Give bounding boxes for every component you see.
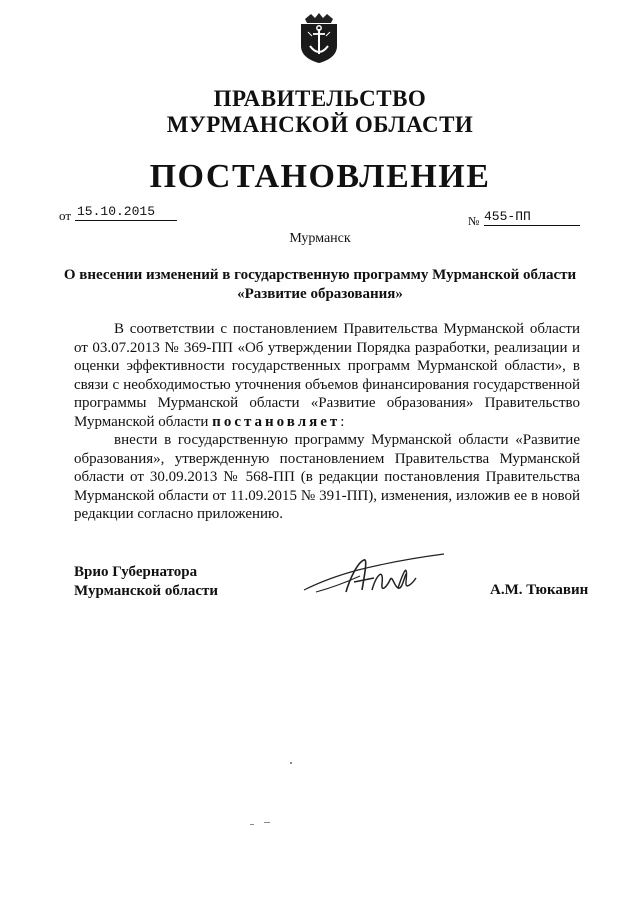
scan-speck [290, 762, 292, 764]
paragraph1-text: В соответствии с постановлением Правительства Мурманской области от 03.07.2013 № 369-ПП «Об утверждении Порядка разработки, реализации и оценки эффективности государственных программ Мурманской области», в связи с необходимостью уточнения объемов финансирования государственной программы Мурманской области «Развитие образования» Правительство Мурманской области [74, 321, 580, 430]
document-type-title: ПОСТАНОВЛЕНИЕ [149, 158, 491, 195]
government-title-line2: МУРМАНСКОЙ ОБЛАСТИ [166, 112, 474, 137]
document-date: 15.10.2015 [75, 203, 177, 221]
document-body [74, 320, 580, 524]
resolves-colon: : [340, 413, 345, 430]
scan-speck [250, 824, 254, 825]
signer-title-line1: Врио Губернатора [74, 564, 198, 580]
scan-speck [264, 822, 270, 823]
city-name: Мурманск [289, 231, 351, 246]
date-prefix: от [59, 208, 72, 223]
coat-of-arms-icon [297, 12, 341, 64]
subject-line2: «Развитие образования» [237, 286, 403, 302]
document-subject [60, 266, 580, 304]
government-title-line1: ПРАВИТЕЛЬСТВО [213, 86, 427, 111]
handwritten-signature-icon [298, 548, 448, 604]
signer-title-line2: Мурманской области [74, 583, 219, 599]
resolves-word: постановляет [212, 413, 341, 430]
signer-title [74, 563, 218, 601]
subject-line1: О внесении изменений в государственную программу Мурманской области [63, 267, 577, 283]
document-number: 455-ПП [484, 208, 580, 226]
number-prefix: № [468, 214, 480, 228]
body-paragraph-2: внести в государственную программу Мурманской области «Развитие образования», утвержденную постановлением Правительства Мурманской области от 30.09.2013 № 568-ПП (в редакции постановления Правительства Мурманской области от 11.09.2015 № 391-ПП), изменения, изложив ее в новой редакции согласно приложению. [74, 432, 580, 522]
signer-name: А.М. Тюкавин [490, 582, 589, 598]
body-paragraph-1 [74, 320, 580, 431]
